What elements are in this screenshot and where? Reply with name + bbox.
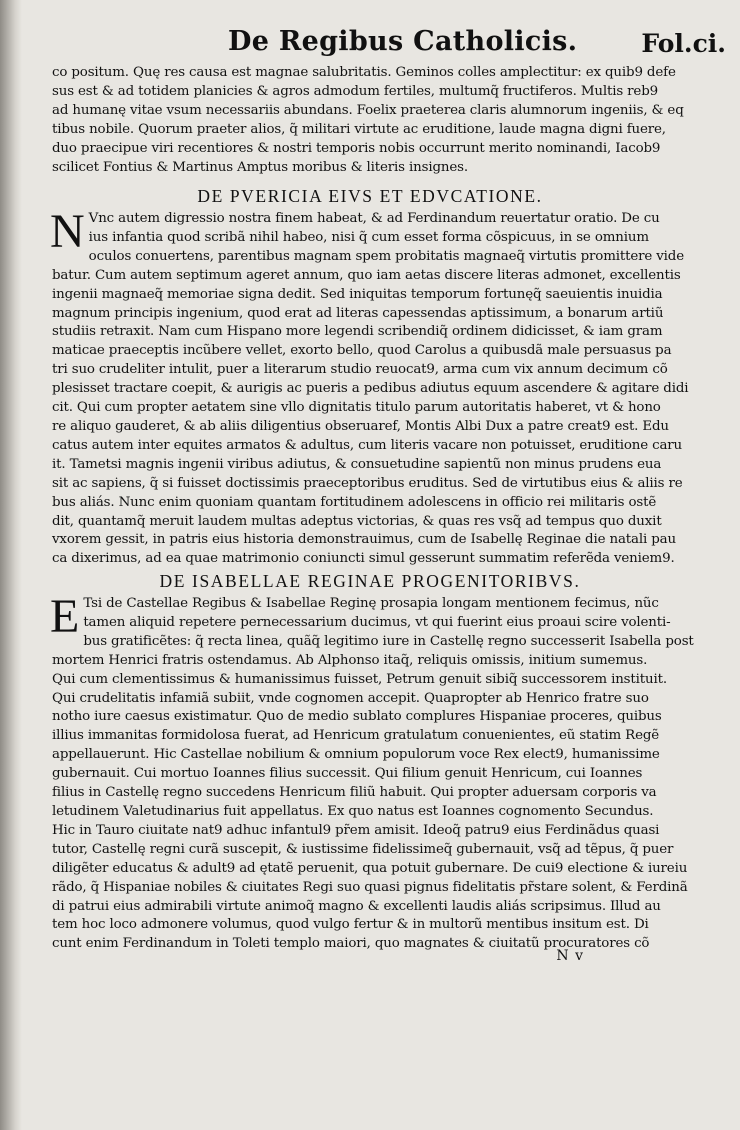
text-line: Tsi de Castellae Regibus & Isabellae Reginę prosapia longam mentionem fecimus, nũc [83, 596, 659, 611]
text-line: ad humanę vitae vsum necessariis abundans. Foelix praeterea claris alumnorum ingeniis, & eq [52, 102, 684, 118]
section-heading: DE PVERICIA EIVS ET EDVCATIONE. [197, 186, 543, 206]
opening-paragraph [52, 64, 688, 177]
text-line: Hic in Tauro ciuitate nat9 adhuc infantul9 pr̃em amisit. Ideoq̃ patru9 eius Ferdinãdus quasi [52, 822, 660, 838]
text-line: bus gratificẽtes: q̃ recta linea, quãq̃ legitimo iure in Castellę regno successerit Isabella post [83, 633, 694, 649]
text-line: sus est & ad totidem planicies & agros admodum fertiles, multumq̃ fructiferos. Multis reb9 [52, 83, 658, 99]
text-line: catus autem inter equites armatos & adultus, cum literis vacare non potuisset, eruditione caru [52, 437, 683, 453]
text-line: cunt enim Ferdinandum in Toleti templo maiori, quo magnates & ciuitatũ procuratores cõ [52, 936, 650, 952]
text-line: duo praecipue viri recentiores & nostri temporis nobis occurrunt merito nominandi, Iacob9 [52, 140, 661, 156]
text-line: batur. Cum autem septimum ageret annum, quo iam aetas discere literas admonet, excellentis [52, 267, 681, 283]
text-line: plesisset tractare coepit, & aurigis ac pueris a pedibus adiutus equum ascendere & agitare didi [52, 381, 689, 397]
text-line: illius immanitas formidolosa fuerat, ad Henricum gratulatum conuenientes, eũ statim Regẽ [52, 728, 660, 744]
text-line: re aliquo gauderet, & ab aliis diligentius obseruaref, Montis Albi Dux a patre creat9 est. Edu [52, 418, 669, 434]
text-line: scilicet Fontius & Martinus Amptus moribus & literis insignes. [52, 159, 468, 175]
text-line: bus aliás. Nunc enim quoniam quantam fortitudinem adolescens in officio rei militaris ostẽ [52, 494, 657, 510]
text-line: Qui crudelitatis infamiã subiit, vnde cognomen accepit. Quapropter ab Henrico fratre suo [52, 690, 649, 706]
text-line: studiis retraxit. Nam cum Hispano more legendi scribendiq̃ ordinem didicisset, & iam gram [52, 324, 663, 340]
text-line: magnum principis ingenium, quod erat ad literas capessendas aptissimum, a bonarum artiũ [52, 305, 664, 321]
text-line: tem hoc loco admonere volumus, quod vulgo fertur & in multorũ mentibus insitum est. Di [52, 917, 649, 933]
text-line: it. Tametsi magnis ingenii viribus adiutus, & consuetudine sapientũ non minus prudens eua [52, 456, 662, 472]
section-body [50, 590, 694, 954]
section-body [50, 205, 689, 569]
text-line: Qui cum clementissimus & humanissimus fuisset, Petrum genuit sibiq̃ successorem instituit. [52, 671, 667, 687]
section-progenitores [50, 565, 694, 954]
text-line: tri suo crudeliter intulit, puer a literarum studio reuocat9, arma cum vix annum decimum cõ [52, 362, 668, 378]
text-line: diligẽter educatus & adult9 ad ętatẽ peruenit, qua potuit gubernare. De cui9 electione & iureiu [52, 860, 688, 876]
page-binding-shadow [0, 0, 22, 1130]
text-line: ius infantia quod scribã nihil habeo, nisi q̃ cum esset forma cõspicuus, in se omnium [88, 229, 649, 245]
folio-number: Fol.ci. [641, 29, 726, 58]
text-line: mortem Henrici fratris ostendamus. Ab Alphonso itaq̃, reliquis omissis, initium sumemus. [52, 652, 648, 668]
text-line: appellauerunt. Hic Castellae nobilium & omnium populorum voce Rex elect9, humanissime [52, 747, 660, 763]
text-line: co positum. Quę res causa est magnae salubritatis. Geminos colles amplectitur: ex quib9 defe [52, 65, 676, 80]
text-line: rãdo, q̃ Hispaniae nobiles & ciuitates Regi suo quasi pignus fidelitatis pr̃stare solent, & Ferdinã [52, 879, 688, 895]
drop-cap-initial: E [50, 590, 80, 643]
text-line: gubernauit. Cui mortuo Ioannes filius successit. Qui filium genuit Henricum, cui Ioannes [52, 766, 643, 782]
section-heading: DE ISABELLAE REGINAE PROGENITORIBVS. [159, 571, 581, 591]
text-line: sit ac sapiens, q̃ si fuisset doctissimis praeceptoribus eruditus. Sed de virtutibus eius & aliis re [52, 475, 683, 491]
text-line: notho iure caesus existimatur. Quo de medio sublato complures Hispaniae proceres, quibus [52, 709, 662, 725]
text-line: Vnc autem digressio nostra finem habeat, & ad Ferdinandum reuertatur oratio. De cu [88, 211, 660, 226]
section-pueritia [52, 180, 688, 569]
text-line: tamen aliquid repetere pernecessarium ducimus, vt qui fuerint eius proaui scire volenti- [83, 614, 671, 630]
text-line: tibus nobile. Quorum praeter alios, q̃ militari virtute ac eruditione, laude magna digni fuere, [52, 121, 666, 137]
text-line: filius in Castellę regno succedens Henricum filiũ habuit. Qui propter aduersam corporis va [52, 785, 657, 801]
text-line: oculos conuertens, parentibus magnam spem probitatis magnaeq̃ virtutis promittere vide [88, 248, 684, 264]
drop-cap-initial: N [50, 205, 85, 258]
text-line: ingenii magnaeq̃ memoriae signa dedit. Sed iniquitas temporum fortunęq̃ saeuientis inuidia [52, 286, 663, 302]
text-line: cit. Qui cum propter aetatem sine vllo dignitatis titulo parum autoritatis haberet, vt & hono [52, 400, 661, 416]
text-line: ca dixerimus, ad ea quae matrimonio coniuncti simul gesserunt summatim referẽda veniem9. [52, 551, 675, 567]
catchword: N v [556, 948, 584, 964]
text-line: tutor, Castellę regni curã suscepit, & iustissime fidelissimeq̃ gubernauit, vsq̃ ad tẽpus, q̃ puer [52, 841, 674, 857]
running-title: De Regibus Catholicis. [228, 26, 578, 57]
text-line: letudinem Valetudinarius fuit appellatus. Ex quo natus est Ioannes cognomento Secundus. [52, 803, 654, 819]
text-line: maticae praeceptis incũbere vellet, exorto bello, quod Carolus a quibusdã male persuasus pa [52, 343, 672, 359]
text-line: di patrui eius admirabili virtute animoq̃ magno & excellenti laudis aliás scripsimus. Illud au [52, 898, 661, 914]
text-line: dit, quantamq̃ meruit laudem multas adeptus victorias, & quas res vsq̃ ad tempus quo duxit [52, 513, 662, 529]
text-line: vxorem gessit, in patris eius historia demonstrauimus, cum de Isabellę Reginae die natali pau [52, 532, 676, 548]
